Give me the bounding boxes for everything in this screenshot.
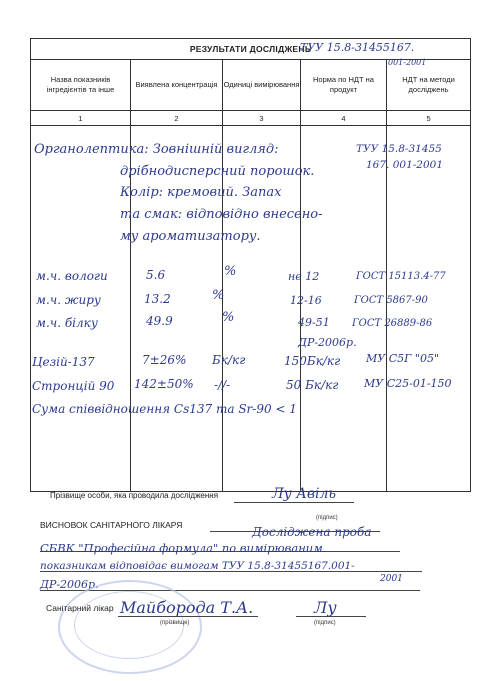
organoleptic-line: му ароматизатору. xyxy=(120,229,261,244)
doctor-sig-caption: (підпис) xyxy=(314,620,336,626)
person-signature: Лу Авіль xyxy=(272,486,337,502)
row-method: ГОСТ 15113.4-77 xyxy=(356,271,446,282)
ratio-line: Сума співвідношення Cs137 та Sr-90 < 1 xyxy=(32,402,297,416)
radio-norm: 50 Бк/кг xyxy=(286,378,339,392)
conclusion-line: ДР-2006р. xyxy=(40,578,99,591)
row-norm: 12-16 xyxy=(290,294,322,307)
body-col-4 xyxy=(301,126,387,492)
row-unit: % xyxy=(224,264,237,279)
radio-name: Цезій-137 xyxy=(32,355,95,369)
header-method: НДТ на методи досліджень xyxy=(387,60,471,111)
row-name: м.ч. жиру xyxy=(36,293,101,307)
conclusion-line: Досліджена проба xyxy=(252,525,372,539)
row-name: м.ч. вологи xyxy=(36,269,108,283)
row-method: ГОСТ 26889-86 xyxy=(352,318,433,329)
organoleptic-line: дрібнодисперсний порошок. xyxy=(120,164,315,179)
col-number: 1 xyxy=(31,111,131,126)
row-unit: % xyxy=(212,288,225,303)
body-col-1 xyxy=(31,126,131,492)
radio-value: 7±26% xyxy=(142,353,187,367)
body-col-5 xyxy=(387,126,471,492)
radio-norm: 150Бк/кг xyxy=(284,354,341,368)
radio-method: МУ С25-01-150 xyxy=(364,377,452,390)
header-concentration: Виявлена концентрація xyxy=(131,60,223,111)
organoleptic-ndt: 167. 001-2001 xyxy=(366,159,444,171)
organoleptic-ndt: ТУУ 15.8-31455 xyxy=(356,143,442,155)
row-unit: % xyxy=(222,310,235,325)
conclusion-line: 2001 xyxy=(380,574,403,584)
radio-method: МУ С5Г "05" xyxy=(366,352,440,365)
person-underline xyxy=(234,502,354,503)
results-table xyxy=(30,38,471,492)
doctor-name-caption: (прізвище) xyxy=(160,620,190,626)
conclusion-line: показникам відповідає вимогам ТУУ 15.8-31455167.001- xyxy=(40,560,355,572)
person-sig-caption: (підпис) xyxy=(316,515,338,521)
table-title: РЕЗУЛЬТАТИ ДОСЛІДЖЕНЬ xyxy=(189,44,312,54)
title-handwritten-2: 001-2001 xyxy=(388,58,427,67)
header-units: Одиниці вимірювання xyxy=(223,60,301,111)
title-handwritten: ТУУ 15.8-31455167. xyxy=(300,41,415,54)
person-label: Прізвище особи, яка проводила дослідження xyxy=(50,491,219,500)
col-number: 3 xyxy=(223,111,301,126)
conclusion-line: СБВК "Професійна формула" по вимірюваним xyxy=(40,541,323,555)
row-value: 13.2 xyxy=(144,292,171,306)
col-number: 4 xyxy=(301,111,387,126)
organoleptic-line: та смак: відповідно внесено- xyxy=(120,207,323,222)
radio-name: Стронцій 90 xyxy=(32,379,115,393)
doctor-label: Санітарний лікар xyxy=(46,603,114,613)
radio-unit: Бк/кг xyxy=(212,353,246,367)
row-method: ГОСТ 5867-90 xyxy=(354,295,428,306)
header-norm: Норма по НДТ на продукт xyxy=(301,60,387,111)
body-col-3 xyxy=(223,126,301,492)
conclusion-label: ВИСНОВОК САНІТАРНОГО ЛІКАРЯ xyxy=(40,520,183,530)
doctor-name: Майборода Т.А. xyxy=(120,598,254,617)
row-norm: не 12 xyxy=(288,270,320,283)
doctor-signature: Лу xyxy=(314,598,337,617)
radio-unit: -//- xyxy=(214,378,231,392)
row-norm: 49-51 xyxy=(298,316,330,329)
organoleptic-line: Колір: кремовий. Запах xyxy=(120,185,282,200)
radio-value: 142±50% xyxy=(134,377,194,391)
row-value: 5.6 xyxy=(146,268,166,282)
row-name: м.ч. білку xyxy=(36,316,98,330)
body-col-2 xyxy=(131,126,223,492)
organoleptic-line: Органолептика: Зовнішній вигляд: xyxy=(34,142,279,157)
norm-note: ДР-2006р. xyxy=(298,336,357,349)
header-name: Назва показників інгредієнтів та інше xyxy=(31,60,131,111)
row-value: 49.9 xyxy=(146,314,173,328)
col-number: 5 xyxy=(387,111,471,126)
col-number: 2 xyxy=(131,111,223,126)
